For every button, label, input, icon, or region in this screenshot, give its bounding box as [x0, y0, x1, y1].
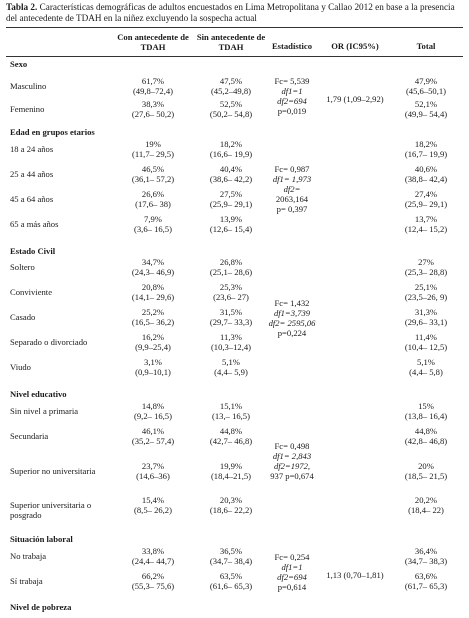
sin-value: 18,2% — [219, 139, 243, 149]
stat-line: Fc= 5,539 — [274, 76, 310, 86]
row-label: Viudo — [10, 362, 31, 372]
total-value: 40,6% — [414, 164, 438, 174]
row-label: Conviviente — [10, 287, 53, 297]
total-value: 18,2% — [414, 139, 438, 149]
sin-value: 13,9% — [219, 214, 243, 224]
total-ci: (18,5– 21,5) — [404, 471, 448, 481]
row-label: Secundaria — [10, 431, 49, 441]
row-label: Superior no universitaria — [10, 466, 96, 476]
stat-line: df1= 1,973 — [272, 174, 312, 184]
con-value: 61,7% — [141, 76, 165, 86]
sin-value: 27,5% — [219, 189, 243, 199]
total-ci: (45,6–50,1) — [405, 86, 447, 96]
con-value: 19% — [145, 139, 161, 149]
row-label: Separado o divorciado — [10, 337, 88, 347]
header-rule — [6, 56, 463, 57]
header-or: OR (IC95%) — [331, 41, 379, 51]
stat-sexo — [266, 76, 318, 116]
section-laboral: Situación laboral — [10, 534, 73, 544]
stat-line: df1=1 — [281, 562, 303, 572]
stat-line: df2=694 — [277, 572, 307, 582]
con-value: 3,1% — [144, 357, 162, 367]
header-sin: Sin antecedente de TDAH — [196, 32, 266, 52]
total-ci: (23,5–26, 9) — [404, 292, 448, 302]
sin-ci: (25,1– 28,6) — [209, 267, 253, 277]
sin-value: 11,3% — [220, 332, 242, 342]
sin-ci: (12,6– 15,4) — [209, 224, 253, 234]
total-ci: (25,9– 29,1) — [404, 199, 448, 209]
stat-line: df2= — [283, 184, 301, 194]
stat-line: df2=694 — [277, 96, 307, 106]
total-ci: (18,4– 22) — [408, 505, 444, 515]
con-value: 38,3% — [141, 99, 165, 109]
stat-line: df1= 2,843 — [272, 451, 312, 461]
sin-ci: (45,2–49,8) — [210, 86, 252, 96]
row-label: 18 a 24 años — [10, 144, 54, 154]
sin-ci: (13,– 16,5) — [212, 411, 250, 421]
total-value: 27% — [418, 257, 434, 267]
con-value: 33,8% — [141, 546, 165, 556]
con-value: 15,4% — [141, 495, 165, 505]
con-value: 25,2% — [141, 307, 165, 317]
con-value: 7,9% — [144, 214, 162, 224]
sin-value: 25,3% — [219, 282, 243, 292]
section-sexo: Sexo — [10, 59, 28, 69]
row-label: 65 a más años — [10, 219, 59, 229]
total-value: 47,9% — [414, 76, 438, 86]
sin-ci: (29,7– 33,3) — [209, 317, 253, 327]
sin-value: 31,5% — [219, 307, 243, 317]
con-value: 14,8% — [141, 401, 165, 411]
total-ci: (42,8– 46,8) — [404, 436, 448, 446]
total-value: 13,7% — [414, 214, 438, 224]
row-label: Superior universitaria o — [10, 500, 92, 510]
sin-ci: (61,6– 65,3) — [209, 581, 253, 591]
con-ci: (11,7– 29,5) — [132, 149, 174, 159]
sin-value: 36,5% — [219, 546, 243, 556]
total-value: 25,1% — [414, 282, 438, 292]
total-ci: (61,7– 65,3) — [404, 581, 448, 591]
con-ci: (14,1– 29,6) — [131, 292, 175, 302]
total-ci: (16,7– 19,9) — [404, 149, 448, 159]
row-label: Soltero — [10, 262, 35, 272]
total-ci: (4,4– 5,8) — [409, 367, 443, 377]
con-ci: (9,9–25,4) — [135, 342, 171, 352]
total-value: 44,8% — [414, 426, 438, 436]
total-ci: (29,6– 33,1) — [404, 317, 448, 327]
table-caption — [6, 2, 462, 24]
stat-line: p= 0,397 — [276, 204, 308, 214]
sin-value: 40,4% — [219, 164, 243, 174]
stat-line: Fc= 1,432 — [274, 298, 310, 308]
con-ci: (3,6– 16,5) — [134, 224, 172, 234]
stat-civil — [266, 298, 318, 338]
sin-ci: (23,6– 27) — [213, 292, 249, 302]
total-ci: (49,9– 54,4) — [404, 109, 448, 119]
total-value: 52,1% — [414, 99, 438, 109]
sin-value: 20,3% — [219, 495, 243, 505]
con-value: 66,2% — [141, 571, 165, 581]
sin-ci: (34,7– 38,4) — [209, 556, 253, 566]
total-ci: (12,4– 15,2) — [404, 224, 448, 234]
row-label: Femenino — [10, 104, 45, 114]
total-ci: (13,8– 16,4) — [404, 411, 448, 421]
sin-ci: (18,6– 22,2) — [209, 505, 253, 515]
sin-value: 5,1% — [222, 357, 240, 367]
stat-line: p=0,614 — [277, 582, 307, 592]
stat-line: p=0,019 — [277, 106, 307, 116]
row-label: Sí trabaja — [10, 576, 43, 586]
row-label: 25 a 44 años — [10, 169, 54, 179]
row-label: Casado — [10, 312, 36, 322]
total-value: 20,2% — [414, 495, 438, 505]
total-value: 20% — [418, 461, 434, 471]
total-ci: (25,3– 28,8) — [404, 267, 448, 277]
sin-ci: (38,6– 42,2) — [209, 174, 253, 184]
caption-prefix: Tabla 2. — [6, 2, 38, 12]
con-ci: (27,6– 50,2) — [131, 109, 175, 119]
sin-value: 19,9% — [219, 461, 243, 471]
section-edad: Edad en grupos etarios — [10, 127, 95, 137]
stat-line: p=0,224 — [277, 328, 307, 338]
con-ci: (49,8–72,4) — [132, 86, 174, 96]
row-label: Sin nivel a primaria — [10, 406, 79, 416]
con-ci: (35,2– 57,4) — [131, 436, 175, 446]
con-value: 46,1% — [141, 426, 165, 436]
header-estadistico: Estadístico — [271, 41, 313, 51]
sin-ci: (18,4–21,5) — [210, 471, 252, 481]
total-value: 11,4% — [415, 332, 437, 342]
stat-line: df1=1 — [281, 86, 303, 96]
stat-laboral — [266, 552, 318, 592]
total-value: 27,4% — [414, 189, 438, 199]
con-ci: (8,5– 26,2) — [134, 505, 172, 515]
total-ci: (34,7– 38,3) — [404, 556, 448, 566]
total-value: 31,3% — [414, 307, 438, 317]
total-ci: (38,8– 42,4) — [404, 174, 448, 184]
con-value: 20,8% — [141, 282, 165, 292]
row-label: No trabaja — [10, 551, 47, 561]
stat-educ — [266, 441, 318, 481]
sin-ci: (10,3–12,4) — [210, 342, 252, 352]
con-ci: (24,3– 46,9) — [131, 267, 175, 277]
con-ci: (55,3– 75,6) — [131, 581, 175, 591]
section-civil: Estado Civil — [10, 246, 56, 256]
total-value: 63,6% — [414, 571, 438, 581]
or-laboral: 1,13 (0,70–1,81) — [326, 570, 384, 580]
or-sexo: 1,79 (1,09–2,92) — [326, 94, 384, 104]
row-label: 45 a 64 años — [10, 194, 54, 204]
sin-ci: (25,9– 29,1) — [209, 199, 253, 209]
sin-value: 47,5% — [219, 76, 243, 86]
sin-value: 15,1% — [219, 401, 243, 411]
stat-line: df2=1972, — [273, 461, 311, 471]
sin-value: 26,8% — [219, 257, 243, 267]
total-value: 36,4% — [414, 546, 438, 556]
con-value: 16,2% — [141, 332, 165, 342]
total-value: 5,1% — [417, 357, 435, 367]
section-educ: Nivel educativo — [10, 389, 67, 399]
stat-line: df1=3,739 — [273, 308, 311, 318]
stat-line: Fc= 0,498 — [274, 441, 310, 451]
con-value: 34,7% — [141, 257, 165, 267]
stat-line: 937 p=0,674 — [270, 471, 314, 481]
total-value: 15% — [418, 401, 434, 411]
stat-edad — [266, 164, 318, 214]
stat-line: Fc= 0,254 — [274, 552, 310, 562]
top-rule — [6, 27, 463, 28]
con-value: 23,7% — [141, 461, 165, 471]
sin-value: 44,8% — [219, 426, 243, 436]
caption-text: Características demográficas de adultos encuestados en Lima Metropolitana y Callao 2012 en base a la presencia del antecedente de TDAH en la niñez excluyendo la sospecha actual — [6, 2, 455, 23]
sin-ci: (4,4– 5,9) — [214, 367, 248, 377]
stat-line: Fc= 0,987 — [274, 164, 310, 174]
sin-ci: (42,7– 46,8) — [209, 436, 253, 446]
con-ci: (0,9–10,1) — [135, 367, 171, 377]
con-ci: (36,1– 57,2) — [131, 174, 175, 184]
row-label: Masculino — [10, 81, 47, 91]
sin-ci: (50,2– 54,8) — [209, 109, 253, 119]
con-ci: (14,6–36) — [136, 471, 170, 481]
stat-line: 2063,164 — [275, 194, 309, 204]
header-total: Total — [416, 41, 436, 51]
con-value: 26,6% — [141, 189, 165, 199]
header-con: Con antecedente de TDAH — [117, 32, 189, 52]
con-ci: (24,4– 44,7) — [131, 556, 175, 566]
con-ci: (9,2– 16,5) — [134, 411, 172, 421]
con-ci: (16,5– 36,2) — [131, 317, 175, 327]
sin-ci: (16,6– 19,9) — [209, 149, 253, 159]
con-ci: (17,6– 38) — [135, 199, 171, 209]
stat-line: df2= 2595,06 — [268, 318, 316, 328]
total-ci: (10,4– 12,5) — [404, 342, 448, 352]
sin-value: 52,5% — [219, 99, 243, 109]
section-pobreza: Nivel de pobreza — [10, 602, 72, 612]
row-label-cont: posgrado — [10, 510, 42, 520]
con-value: 46,5% — [141, 164, 165, 174]
sin-value: 63,5% — [219, 571, 243, 581]
